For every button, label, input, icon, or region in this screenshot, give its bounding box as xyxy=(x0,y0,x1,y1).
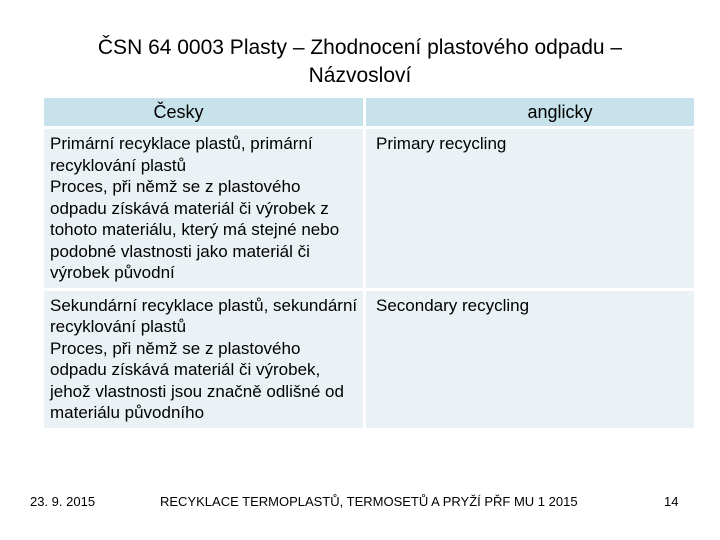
term-czech: Sekundární recyklace plastů, sekundární recyklování plastů xyxy=(50,295,358,336)
footer-date: 23. 9. 2015 xyxy=(30,494,96,509)
czech-cell xyxy=(44,291,366,428)
slide-title-line-2: Názvosloví xyxy=(308,64,412,87)
column-header-english: anglicky xyxy=(366,98,694,126)
table-header-row xyxy=(44,98,694,126)
slide-title xyxy=(20,34,700,90)
slide-title-line-1: ČSN 64 0003 Plasty – Zhodnocení plastového odpadu – xyxy=(97,36,623,59)
column-header-czech: Česky xyxy=(44,98,366,126)
table-row xyxy=(44,129,694,288)
term-english: Secondary recycling xyxy=(366,291,694,428)
footer-course-title: RECYKLACE TERMOPLASTŮ, TERMOSETŮ A PRYŽÍ PŘF MU 1 2015 xyxy=(160,494,578,509)
term-english: Primary recycling xyxy=(366,129,694,288)
terminology-table xyxy=(44,95,694,431)
term-czech: Primární recyklace plastů, primární recyklování plastů xyxy=(50,134,313,175)
czech-cell xyxy=(44,129,366,288)
term-definition: Proces, při němž se z plastového odpadu získává materiál či výrobek, jehož vlastnosti jsou značně odlišné od materiálu původního xyxy=(50,338,344,422)
table-row xyxy=(44,291,694,428)
term-definition: Proces, při němž se z plastového odpadu získává materiál či výrobek z tohoto materiálu, který má stejné nebo podobné vlastnosti jako materiál či výrobek původní xyxy=(50,177,340,282)
page-number: 14 xyxy=(664,494,679,509)
